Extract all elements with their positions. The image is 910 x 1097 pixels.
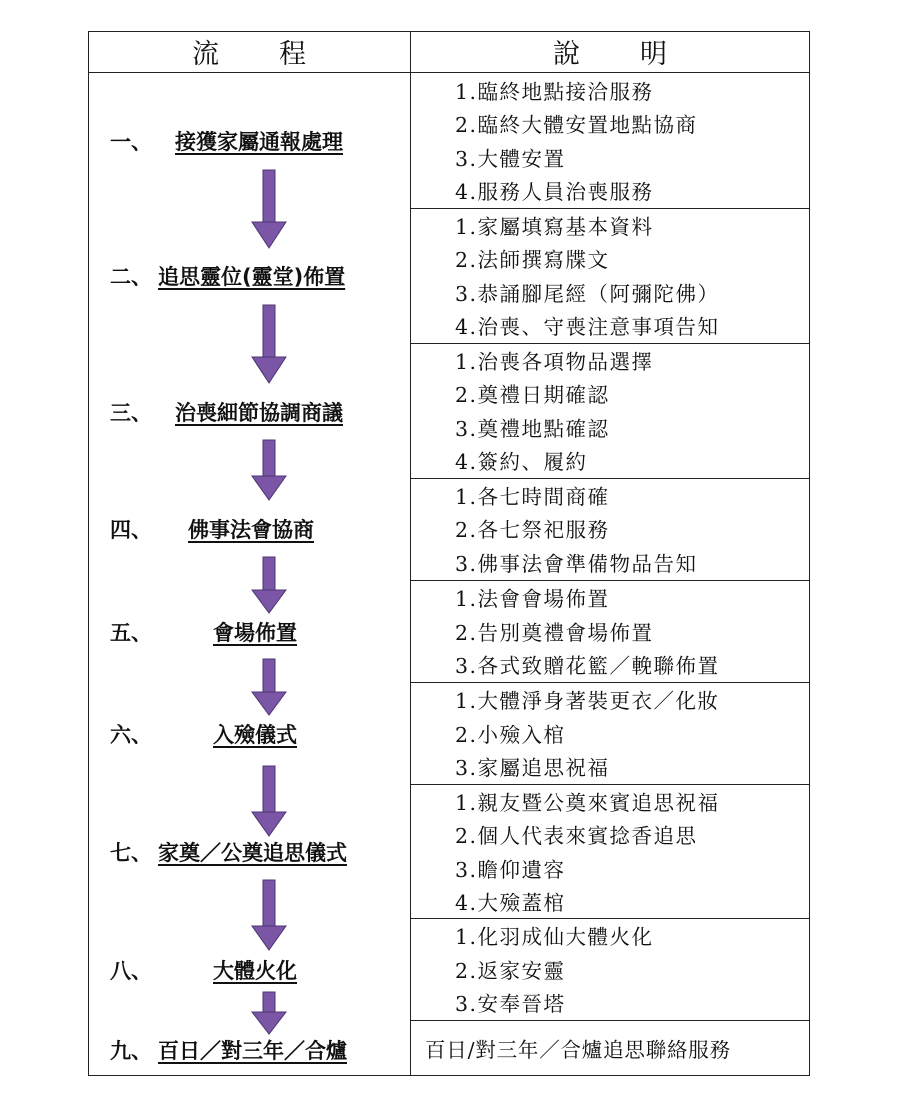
desc-header-char: 明: [640, 39, 667, 70]
process-table: [88, 31, 810, 1076]
down-arrow-icon: [248, 557, 294, 615]
step-label: 治喪細節協調商議: [175, 401, 343, 425]
step-label: 入殮儀式: [213, 723, 297, 747]
step-5: [110, 618, 410, 648]
step-number: 二、: [110, 265, 152, 289]
down-arrow-icon: [248, 992, 294, 1036]
step-number: 一、: [110, 130, 152, 154]
step-number: 九、: [110, 1039, 152, 1063]
description-item: 1.家屬填寫基本資料: [455, 215, 654, 239]
description-item: 2.個人代表來賓捻香追思: [455, 824, 698, 848]
step-8: [110, 956, 410, 986]
step-7: [110, 838, 410, 868]
description-item: 3.大體安置: [455, 147, 566, 171]
description-column-header: [410, 31, 810, 72]
description-item: 4.大殮蓋棺: [455, 891, 566, 915]
row-divider: [410, 682, 810, 683]
description-item: 2.法師撰寫牒文: [455, 248, 610, 272]
description-item: 1.臨終地點接洽服務: [455, 80, 654, 104]
description-item: 2.告別奠禮會場佈置: [455, 621, 654, 645]
step-number: 五、: [110, 621, 152, 645]
description-item: 2.各七祭祀服務: [455, 518, 610, 542]
step-6: [110, 720, 410, 750]
description-item: 3.瞻仰遺容: [455, 858, 566, 882]
row-divider: [410, 918, 810, 919]
description-item: 1.法會會場佈置: [455, 587, 610, 611]
row-divider: [410, 580, 810, 581]
step-label: 佛事法會協商: [188, 518, 314, 542]
description-item: 1.各七時間商確: [455, 485, 610, 509]
description-item: 3.家屬追思祝福: [455, 756, 610, 780]
down-arrow-icon: [248, 880, 294, 952]
column-divider: [410, 31, 411, 1076]
description-item: 4.簽約、履約: [455, 450, 588, 474]
description-item: 3.安奉晉塔: [455, 992, 566, 1016]
step-9: [110, 1036, 410, 1066]
step-label: 追思靈位(靈堂)佈置: [158, 265, 346, 289]
step-4: [110, 515, 410, 545]
down-arrow-icon: [248, 305, 294, 385]
step-number: 三、: [110, 401, 152, 425]
step-number: 四、: [110, 518, 152, 542]
flow-column-header: [88, 31, 410, 72]
description-item: 2.返家安靈: [455, 959, 566, 983]
description-item: 2.小殮入棺: [455, 723, 566, 747]
description-item: 3.奠禮地點確認: [455, 417, 610, 441]
row-divider: [410, 784, 810, 785]
flow-header-char: 流: [192, 39, 219, 70]
description-item: 百日/對三年／合爐追思聯絡服務: [425, 1038, 731, 1062]
step-3: [110, 398, 410, 428]
step-1: [110, 127, 410, 157]
down-arrow-icon: [248, 659, 294, 717]
step-number: 七、: [110, 841, 152, 865]
step-label: 會場佈置: [213, 621, 297, 645]
flow-header-char: 程: [279, 39, 306, 70]
description-item: 1.大體淨身著裝更衣／化妝: [455, 689, 720, 713]
down-arrow-icon: [248, 766, 294, 838]
description-item: 4.治喪、守喪注意事項告知: [455, 315, 720, 339]
step-label: 百日／對三年／合爐: [158, 1039, 347, 1063]
down-arrow-icon: [248, 170, 294, 250]
header-divider: [88, 72, 810, 73]
description-item: 3.各式致贈花籃／輓聯佈置: [455, 654, 720, 678]
step-2: [110, 262, 410, 292]
step-label: 大體火化: [213, 959, 297, 983]
row-divider: [410, 1020, 810, 1021]
description-item: 3.佛事法會準備物品告知: [455, 552, 698, 576]
step-number: 八、: [110, 959, 152, 983]
desc-header-char: 說: [553, 39, 580, 70]
description-item: 2.臨終大體安置地點協商: [455, 113, 698, 137]
description-item: 1.化羽成仙大體火化: [455, 925, 654, 949]
description-item: 4.服務人員治喪服務: [455, 180, 654, 204]
description-item: 2.奠禮日期確認: [455, 383, 610, 407]
down-arrow-icon: [248, 440, 294, 502]
description-item: 1.親友暨公奠來賓追思祝福: [455, 791, 720, 815]
step-label: 家奠／公奠追思儀式: [158, 841, 347, 865]
row-divider: [410, 478, 810, 479]
row-divider: [410, 343, 810, 344]
description-item: 3.恭誦腳尾經（阿彌陀佛）: [455, 282, 720, 306]
step-label: 接獲家屬通報處理: [175, 130, 343, 154]
description-item: 1.治喪各項物品選擇: [455, 350, 654, 374]
row-divider: [410, 208, 810, 209]
step-number: 六、: [110, 723, 152, 747]
